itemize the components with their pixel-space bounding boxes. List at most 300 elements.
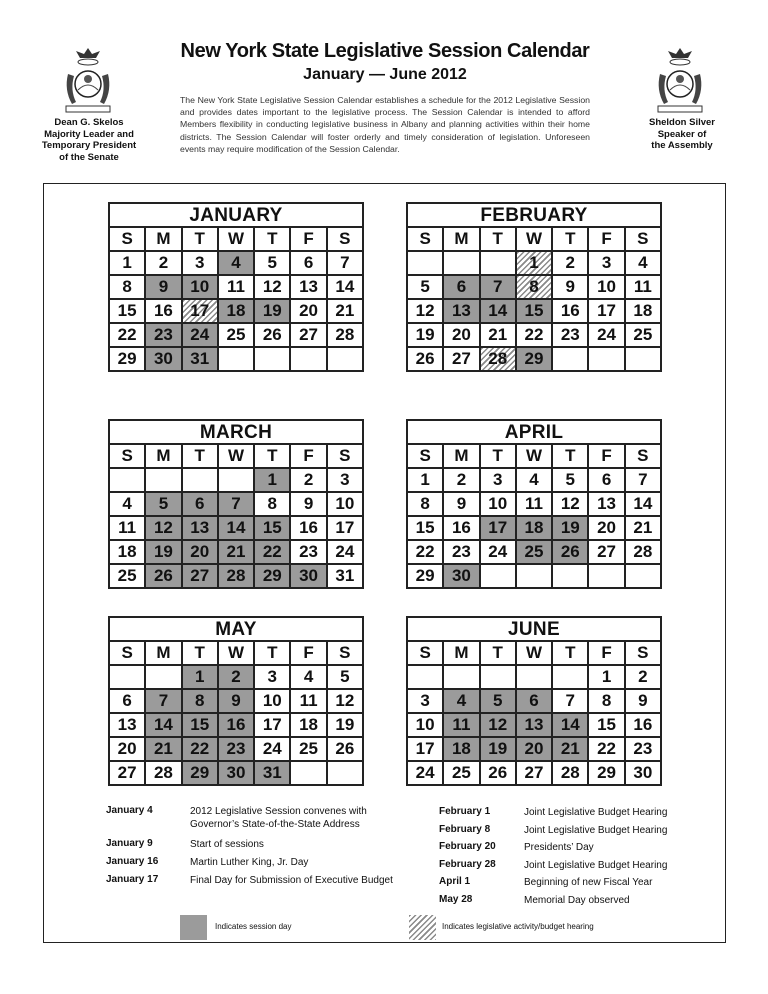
day-cell: 31	[255, 762, 291, 786]
weekday-header: S	[626, 228, 662, 252]
day-cell: 14	[626, 493, 662, 517]
empty-cell	[517, 565, 553, 589]
weekday-header: S	[626, 445, 662, 469]
event-text: Memorial Day observed	[524, 894, 630, 906]
weekday-header: S	[328, 445, 364, 469]
day-cell: 5	[255, 252, 291, 276]
empty-cell	[481, 666, 517, 690]
empty-cell	[110, 469, 146, 493]
day-cell: 24	[589, 324, 625, 348]
day-cell: 15	[110, 300, 146, 324]
day-cell: 22	[110, 324, 146, 348]
day-cell: 14	[328, 276, 364, 300]
legend-hatch-swatch	[409, 915, 436, 940]
day-cell: 13	[110, 714, 146, 738]
day-cell: 18	[444, 738, 480, 762]
month-calendar	[108, 419, 364, 589]
month-title: JUNE	[406, 616, 662, 641]
day-cell: 16	[219, 714, 255, 738]
weekday-header: F	[291, 642, 327, 666]
day-cell: 29	[110, 348, 146, 372]
day-cell: 22	[408, 541, 444, 565]
day-cell: 12	[328, 690, 364, 714]
weekday-header: T	[255, 445, 291, 469]
day-cell: 7	[626, 469, 662, 493]
month-grid	[108, 641, 364, 786]
day-cell: 11	[444, 714, 480, 738]
weekday-header: F	[589, 642, 625, 666]
weekday-header: F	[589, 445, 625, 469]
month-title: JANUARY	[108, 202, 364, 227]
day-cell: 23	[291, 541, 327, 565]
day-cell: 30	[626, 762, 662, 786]
weekday-header: F	[291, 228, 327, 252]
empty-cell	[328, 348, 364, 372]
day-cell: 2	[444, 469, 480, 493]
event-row	[106, 874, 393, 892]
day-cell: 24	[255, 738, 291, 762]
day-cell: 30	[146, 348, 182, 372]
event-row	[439, 894, 667, 912]
empty-cell	[517, 666, 553, 690]
empty-cell	[146, 469, 182, 493]
day-cell: 12	[481, 714, 517, 738]
weekday-header: S	[408, 445, 444, 469]
day-cell: 10	[408, 714, 444, 738]
day-cell: 21	[481, 324, 517, 348]
day-cell: 18	[219, 300, 255, 324]
day-cell: 11	[291, 690, 327, 714]
weekday-header: T	[481, 642, 517, 666]
day-cell: 21	[146, 738, 182, 762]
day-cell: 23	[219, 738, 255, 762]
intro-paragraph: The New York State Legislative Session Calendar establishes a schedule for the 2012 Legislative Session and provides dates important to the legislative process. The Session Calendar is intended to afford Members flexibility in conducting legislative business in Albany and planning activities within their home districts. The Session Calendar will foster orderly and timely consideration of legislation. Unforeseen events may require modification of the Session Calendar.	[180, 95, 590, 154]
day-cell: 9	[291, 493, 327, 517]
event-row	[106, 856, 393, 874]
event-date: January 17	[106, 874, 159, 885]
day-cell: 11	[517, 493, 553, 517]
day-cell: 29	[517, 348, 553, 372]
empty-cell	[481, 565, 517, 589]
day-cell: 16	[553, 300, 589, 324]
day-cell: 17	[408, 738, 444, 762]
day-cell: 29	[255, 565, 291, 589]
day-cell: 6	[291, 252, 327, 276]
day-cell: 17	[589, 300, 625, 324]
weekday-header: T	[255, 642, 291, 666]
day-cell: 24	[183, 324, 219, 348]
day-cell: 12	[146, 517, 182, 541]
ny-state-seal-icon	[58, 44, 118, 116]
weekday-header: M	[444, 445, 480, 469]
day-cell: 26	[328, 738, 364, 762]
day-cell: 25	[517, 541, 553, 565]
page-subtitle: January — June 2012	[303, 66, 467, 83]
month-grid	[406, 641, 662, 786]
event-text: Joint Legislative Budget Hearing	[524, 859, 668, 871]
empty-cell	[553, 348, 589, 372]
month-calendar	[108, 202, 364, 372]
day-cell: 3	[328, 469, 364, 493]
ny-state-seal-icon	[650, 44, 710, 116]
empty-cell	[553, 666, 589, 690]
day-cell: 10	[183, 276, 219, 300]
day-cell: 8	[517, 276, 553, 300]
day-cell: 5	[481, 690, 517, 714]
day-cell: 27	[183, 565, 219, 589]
empty-cell	[110, 666, 146, 690]
day-cell: 11	[626, 276, 662, 300]
empty-cell	[444, 252, 480, 276]
day-cell: 7	[219, 493, 255, 517]
day-cell: 21	[328, 300, 364, 324]
empty-cell	[291, 348, 327, 372]
day-cell: 26	[146, 565, 182, 589]
event-text: Martin Luther King, Jr. Day	[190, 857, 309, 868]
day-cell: 26	[255, 324, 291, 348]
month-calendar	[406, 419, 662, 589]
day-cell: 14	[219, 517, 255, 541]
empty-cell	[408, 666, 444, 690]
event-row	[106, 805, 393, 838]
day-cell: 16	[444, 517, 480, 541]
day-cell: 17	[183, 300, 219, 324]
day-cell: 16	[146, 300, 182, 324]
senate-leader-name: Dean G. Skelos Majority Leader and Temporary President of the Senate	[41, 117, 137, 163]
day-cell: 15	[183, 714, 219, 738]
day-cell: 19	[255, 300, 291, 324]
day-cell: 9	[553, 276, 589, 300]
day-cell: 25	[219, 324, 255, 348]
day-cell: 27	[517, 762, 553, 786]
day-cell: 4	[517, 469, 553, 493]
day-cell: 14	[481, 300, 517, 324]
events-list-right	[439, 806, 667, 912]
day-cell: 26	[408, 348, 444, 372]
event-row	[439, 841, 667, 859]
day-cell: 4	[444, 690, 480, 714]
day-cell: 7	[328, 252, 364, 276]
month-grid	[108, 227, 364, 372]
weekday-header: M	[146, 642, 182, 666]
event-text: Final Day for Submission of Executive Budget	[190, 875, 393, 886]
day-cell: 19	[481, 738, 517, 762]
weekday-header: W	[517, 445, 553, 469]
day-cell: 20	[110, 738, 146, 762]
weekday-header: S	[110, 228, 146, 252]
day-cell: 3	[481, 469, 517, 493]
day-cell: 8	[255, 493, 291, 517]
day-cell: 1	[110, 252, 146, 276]
weekday-header: S	[328, 642, 364, 666]
day-cell: 15	[517, 300, 553, 324]
day-cell: 7	[481, 276, 517, 300]
day-cell: 13	[291, 276, 327, 300]
day-cell: 22	[255, 541, 291, 565]
weekday-header: F	[291, 445, 327, 469]
day-cell: 8	[408, 493, 444, 517]
empty-cell	[219, 348, 255, 372]
empty-cell	[481, 252, 517, 276]
day-cell: 20	[183, 541, 219, 565]
month-calendar	[406, 616, 662, 786]
assembly-speaker-name: Sheldon Silver Speaker of the Assembly	[649, 117, 715, 151]
month-title: FEBRUARY	[406, 202, 662, 227]
day-cell: 10	[589, 276, 625, 300]
day-cell: 26	[553, 541, 589, 565]
day-cell: 6	[444, 276, 480, 300]
empty-cell	[444, 666, 480, 690]
day-cell: 18	[517, 517, 553, 541]
event-row	[439, 859, 667, 877]
day-cell: 15	[589, 714, 625, 738]
day-cell: 3	[589, 252, 625, 276]
weekday-header: S	[408, 642, 444, 666]
day-cell: 1	[408, 469, 444, 493]
day-cell: 10	[255, 690, 291, 714]
month-grid	[406, 227, 662, 372]
day-cell: 21	[553, 738, 589, 762]
day-cell: 20	[444, 324, 480, 348]
day-cell: 23	[626, 738, 662, 762]
day-cell: 2	[291, 469, 327, 493]
event-date: May 28	[439, 893, 473, 905]
empty-cell	[219, 469, 255, 493]
day-cell: 18	[110, 541, 146, 565]
empty-cell	[255, 348, 291, 372]
weekday-header: T	[255, 228, 291, 252]
event-row	[439, 806, 667, 824]
day-cell: 4	[291, 666, 327, 690]
day-cell: 3	[255, 666, 291, 690]
day-cell: 13	[183, 517, 219, 541]
day-cell: 19	[146, 541, 182, 565]
day-cell: 1	[255, 469, 291, 493]
weekday-header: T	[183, 445, 219, 469]
day-cell: 18	[626, 300, 662, 324]
event-text: 2012 Legislative Session convenes with Governor’s State-of-the-State Address	[190, 806, 367, 830]
day-cell: 8	[589, 690, 625, 714]
day-cell: 13	[517, 714, 553, 738]
empty-cell	[183, 469, 219, 493]
day-cell: 8	[183, 690, 219, 714]
day-cell: 21	[626, 517, 662, 541]
weekday-header: S	[408, 228, 444, 252]
event-date: January 16	[106, 856, 159, 867]
empty-cell	[328, 762, 364, 786]
month-grid	[108, 444, 364, 589]
day-cell: 7	[146, 690, 182, 714]
empty-cell	[589, 565, 625, 589]
day-cell: 27	[291, 324, 327, 348]
day-cell: 29	[183, 762, 219, 786]
empty-cell	[553, 565, 589, 589]
day-cell: 15	[408, 517, 444, 541]
empty-cell	[146, 666, 182, 690]
day-cell: 5	[408, 276, 444, 300]
day-cell: 19	[328, 714, 364, 738]
day-cell: 29	[408, 565, 444, 589]
weekday-header: M	[146, 228, 182, 252]
day-cell: 13	[589, 493, 625, 517]
day-cell: 10	[328, 493, 364, 517]
day-cell: 22	[183, 738, 219, 762]
day-cell: 28	[328, 324, 364, 348]
day-cell: 3	[408, 690, 444, 714]
legend-session-label: Indicates session day	[215, 922, 292, 931]
day-cell: 5	[328, 666, 364, 690]
event-text: Beginning of new Fiscal Year	[524, 877, 653, 889]
day-cell: 30	[444, 565, 480, 589]
day-cell: 25	[110, 565, 146, 589]
weekday-header: T	[183, 642, 219, 666]
day-cell: 1	[589, 666, 625, 690]
day-cell: 25	[626, 324, 662, 348]
legend-session-swatch	[180, 915, 207, 940]
empty-cell	[408, 252, 444, 276]
day-cell: 6	[517, 690, 553, 714]
day-cell: 11	[110, 517, 146, 541]
empty-cell	[589, 348, 625, 372]
day-cell: 5	[553, 469, 589, 493]
day-cell: 30	[219, 762, 255, 786]
day-cell: 2	[146, 252, 182, 276]
day-cell: 17	[255, 714, 291, 738]
day-cell: 23	[444, 541, 480, 565]
event-text: Joint Legislative Budget Hearing	[524, 807, 668, 818]
weekday-header: S	[626, 642, 662, 666]
day-cell: 25	[291, 738, 327, 762]
day-cell: 16	[626, 714, 662, 738]
day-cell: 4	[110, 493, 146, 517]
day-cell: 22	[517, 324, 553, 348]
day-cell: 12	[553, 493, 589, 517]
day-cell: 9	[626, 690, 662, 714]
month-title: MARCH	[108, 419, 364, 444]
day-cell: 12	[255, 276, 291, 300]
event-date: February 8	[439, 823, 491, 835]
day-cell: 24	[481, 541, 517, 565]
day-cell: 25	[444, 762, 480, 786]
day-cell: 9	[146, 276, 182, 300]
event-date: April 1	[439, 876, 471, 888]
weekday-header: M	[146, 445, 182, 469]
events-list-left	[106, 805, 393, 892]
day-cell: 16	[291, 517, 327, 541]
day-cell: 27	[110, 762, 146, 786]
weekday-header: S	[110, 642, 146, 666]
day-cell: 2	[626, 666, 662, 690]
day-cell: 2	[219, 666, 255, 690]
month-title: MAY	[108, 616, 364, 641]
event-date: February 28	[439, 858, 496, 870]
day-cell: 20	[291, 300, 327, 324]
empty-cell	[291, 762, 327, 786]
month-title: APRIL	[406, 419, 662, 444]
weekday-header: T	[553, 642, 589, 666]
day-cell: 6	[589, 469, 625, 493]
day-cell: 23	[146, 324, 182, 348]
page-title: New York State Legislative Session Calendar	[180, 40, 590, 62]
day-cell: 1	[517, 252, 553, 276]
day-cell: 4	[626, 252, 662, 276]
day-cell: 10	[481, 493, 517, 517]
day-cell: 14	[146, 714, 182, 738]
day-cell: 3	[183, 252, 219, 276]
day-cell: 18	[291, 714, 327, 738]
event-date: February 20	[439, 841, 496, 853]
day-cell: 28	[146, 762, 182, 786]
event-row	[106, 838, 393, 856]
weekday-header: W	[517, 642, 553, 666]
day-cell: 21	[219, 541, 255, 565]
weekday-header: W	[219, 228, 255, 252]
legend-hatch-label: Indicates legislative activity/budget hearing	[442, 922, 594, 931]
weekday-header: F	[589, 228, 625, 252]
weekday-header: M	[444, 642, 480, 666]
day-cell: 13	[444, 300, 480, 324]
day-cell: 1	[183, 666, 219, 690]
weekday-header: T	[553, 445, 589, 469]
day-cell: 15	[255, 517, 291, 541]
weekday-header: T	[481, 228, 517, 252]
event-text: Joint Legislative Budget Hearing	[524, 824, 668, 836]
day-cell: 28	[626, 541, 662, 565]
day-cell: 28	[219, 565, 255, 589]
month-calendar	[108, 616, 364, 786]
day-cell: 28	[481, 348, 517, 372]
weekday-header: M	[444, 228, 480, 252]
day-cell: 2	[553, 252, 589, 276]
empty-cell	[626, 348, 662, 372]
day-cell: 6	[183, 493, 219, 517]
day-cell: 28	[553, 762, 589, 786]
day-cell: 11	[219, 276, 255, 300]
weekday-header: S	[110, 445, 146, 469]
day-cell: 19	[408, 324, 444, 348]
day-cell: 4	[219, 252, 255, 276]
day-cell: 24	[408, 762, 444, 786]
month-grid	[406, 444, 662, 589]
empty-cell	[626, 565, 662, 589]
weekday-header: W	[219, 445, 255, 469]
weekday-header: S	[328, 228, 364, 252]
day-cell: 9	[219, 690, 255, 714]
day-cell: 20	[517, 738, 553, 762]
day-cell: 8	[110, 276, 146, 300]
event-date: January 4	[106, 805, 153, 816]
event-date: January 9	[106, 838, 153, 849]
day-cell: 19	[553, 517, 589, 541]
day-cell: 23	[553, 324, 589, 348]
day-cell: 22	[589, 738, 625, 762]
day-cell: 5	[146, 493, 182, 517]
month-calendar	[406, 202, 662, 372]
weekday-header: T	[481, 445, 517, 469]
event-date: February 1	[439, 806, 491, 817]
event-text: Presidents’ Day	[524, 842, 594, 854]
day-cell: 24	[328, 541, 364, 565]
day-cell: 26	[481, 762, 517, 786]
day-cell: 6	[110, 690, 146, 714]
day-cell: 7	[553, 690, 589, 714]
event-text: Start of sessions	[190, 839, 264, 850]
day-cell: 17	[481, 517, 517, 541]
weekday-header: W	[517, 228, 553, 252]
day-cell: 17	[328, 517, 364, 541]
weekday-header: T	[183, 228, 219, 252]
day-cell: 27	[444, 348, 480, 372]
